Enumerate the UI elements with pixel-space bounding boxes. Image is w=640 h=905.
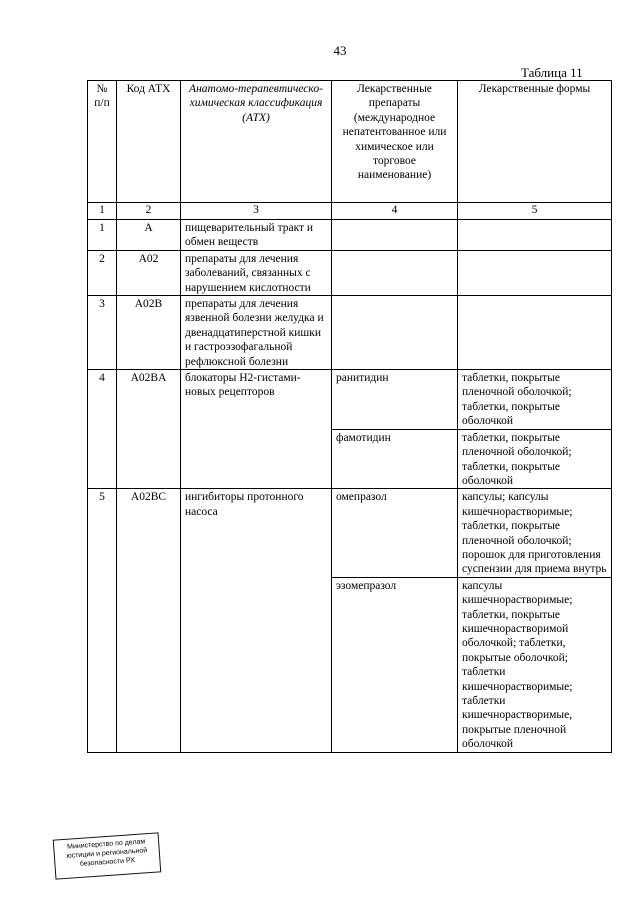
- row-number: 4: [88, 370, 117, 489]
- column-number-row: [88, 203, 612, 220]
- drug-name: омепразол: [332, 489, 458, 577]
- atc-code: A02BC: [117, 489, 181, 752]
- row-number: 2: [88, 250, 117, 295]
- atc-class: препараты для лечения язвенной болезни желудка и двенадцатиперстной кишки и гастроэзофагальной рефлюксной болезни: [181, 296, 332, 370]
- row-number: 5: [88, 489, 117, 752]
- column-number: 2: [117, 203, 181, 220]
- drug-name: [332, 296, 458, 370]
- dosage-forms: таблетки, покрытые пленочной оболочкой; таблетки, покрытые оболочкой: [458, 429, 612, 489]
- drug-name: эзомепразол: [332, 577, 458, 752]
- header-atc-code: Код АТХ: [117, 81, 181, 203]
- header-dosage-forms: Лекарственные формы: [458, 81, 612, 203]
- header-drugs: Лекарственные препараты (международное непатентованное или химическое или торговое наименование): [332, 81, 458, 203]
- ministry-stamp: [53, 832, 162, 879]
- table-row: [88, 250, 612, 295]
- atc-code: A02: [117, 250, 181, 295]
- table-row: [88, 370, 612, 430]
- atc-class: препараты для лечения заболеваний, связанных с нарушением кислотности: [181, 250, 332, 295]
- drug-name: [332, 220, 458, 251]
- header-row: [88, 81, 612, 203]
- atc-class: блокаторы Н2-гистами-новых рецепторов: [181, 370, 332, 489]
- column-number: 3: [181, 203, 332, 220]
- dosage-forms: капсулы кишечнорастворимые; таблетки, покрытые кишечнорастворимой оболочкой; таблетки, покрытые оболочкой; таблетки кишечнорастворимые; таблетки кишечнорастворимые, покрытые пленочной оболочкой: [458, 577, 612, 752]
- stamp-line: Министерство по делам: [66, 838, 146, 851]
- column-number: 5: [458, 203, 612, 220]
- dosage-forms: [458, 250, 612, 295]
- atc-code: A02B: [117, 296, 181, 370]
- stamp-line: безопасности РХ: [79, 857, 136, 868]
- dosage-forms: капсулы; капсулы кишечнорастворимые; таблетки, покрытые пленочной оболочкой; порошок для приготовления суспензии для приема внутрь: [458, 489, 612, 577]
- column-number: 1: [88, 203, 117, 220]
- stamp-line: юстиции и региональной: [66, 847, 148, 860]
- atc-code: A: [117, 220, 181, 251]
- atc-class: ингибиторы протонного насоса: [181, 489, 332, 752]
- header-number: № п/п: [88, 81, 117, 203]
- row-number: 1: [88, 220, 117, 251]
- table-row: [88, 296, 612, 370]
- table-caption: Таблица 11: [521, 65, 583, 80]
- header-atc-classification: Анатомо-терапевтическо-химическая классификация (АТХ): [181, 81, 332, 203]
- drug-classification-table: [87, 80, 612, 753]
- drug-name: [332, 250, 458, 295]
- atc-class: пищеварительный тракт и обмен веществ: [181, 220, 332, 251]
- dosage-forms: таблетки, покрытые пленочной оболочкой; таблетки, покрытые оболочкой: [458, 370, 612, 430]
- drug-name: фамотидин: [332, 429, 458, 489]
- row-number: 3: [88, 296, 117, 370]
- drug-name: ранитидин: [332, 370, 458, 430]
- table-row: [88, 220, 612, 251]
- dosage-forms: [458, 220, 612, 251]
- atc-code: A02BA: [117, 370, 181, 489]
- page-number: 43: [333, 43, 347, 58]
- table-row: [88, 489, 612, 577]
- column-number: 4: [332, 203, 458, 220]
- dosage-forms: [458, 296, 612, 370]
